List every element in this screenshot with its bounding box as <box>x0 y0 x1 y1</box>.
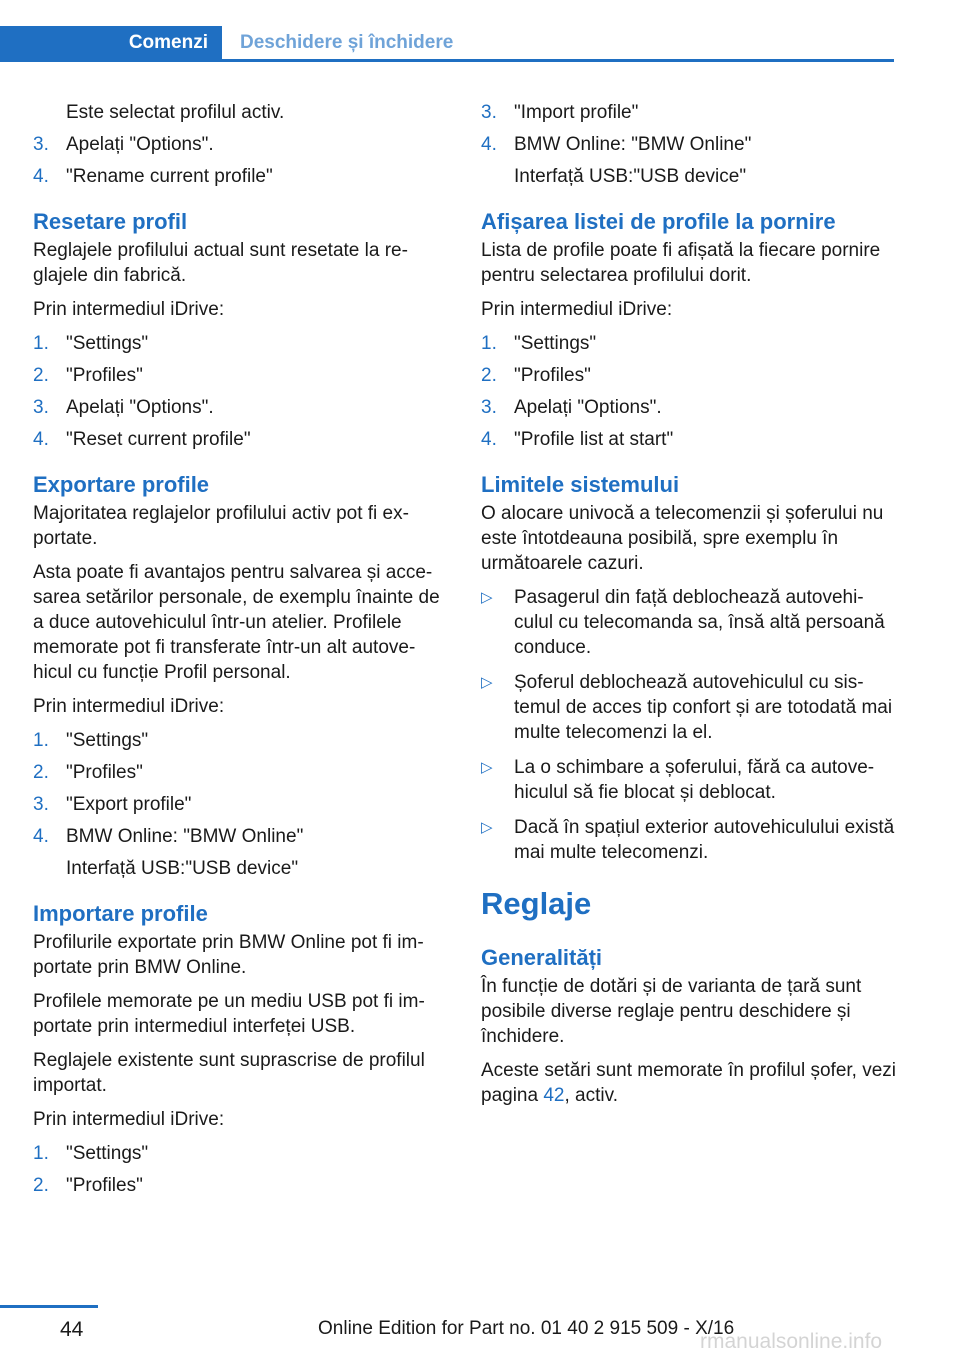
step-number: 3. <box>481 102 497 123</box>
step-number: 4. <box>33 166 49 187</box>
paragraph: Reglajele existente sunt suprascrise de profilul importat. <box>33 1050 425 1096</box>
list-item <box>33 427 451 452</box>
paragraph: Prin intermediul iDrive: <box>33 299 225 320</box>
paragraph <box>481 1058 899 1108</box>
list-item <box>33 1173 451 1198</box>
section-heading-general: Generalități <box>481 945 603 970</box>
list-item <box>481 132 899 157</box>
list-item <box>33 792 451 817</box>
bullet-text: La o schimbare a șoferului, fără ca autove‐ hiculul să fie blocat și deblocat. <box>514 757 875 803</box>
step-text: "Settings" <box>514 333 597 354</box>
chapter-heading-reglaje: Reglaje <box>481 886 592 921</box>
list-continuation: Este selectat profilul activ. <box>66 102 285 123</box>
step-text: "Rename current profile" <box>66 166 273 187</box>
paragraph: Lista de profile poate fi afișată la fiecare pornire pentru selectarea profilului dorit. <box>481 240 881 286</box>
paragraph: Prin intermediul iDrive: <box>33 1109 225 1130</box>
paragraph: Profilurile exportate prin BMW Online pot fi im‐ portate prin BMW Online. <box>33 932 424 978</box>
bullet-text: Șoferul deblochează autovehiculul cu sis‐ temul de acces tip confort și are totodată mai multe telecomenzi la el. <box>514 672 893 743</box>
step-number: 1. <box>481 333 497 354</box>
edition-text: Online Edition for Part no. 01 40 2 915 509 - X/16 <box>318 1318 735 1339</box>
triangle-bullet-icon: ▷ <box>481 589 493 606</box>
intro-steps-list <box>33 132 451 189</box>
step-number: 2. <box>481 365 497 386</box>
page-header <box>0 26 894 62</box>
list-item <box>33 132 451 157</box>
step-text: "Reset current profile" <box>66 429 251 450</box>
list-item <box>481 395 899 420</box>
list-item <box>481 585 899 660</box>
step-number: 1. <box>33 333 49 354</box>
step-text: "Profile list at start" <box>514 429 674 450</box>
text: , activ. <box>564 1085 618 1106</box>
paragraph: Profilele memorate pe un mediu USB pot fi im‐ portate prin intermediul interfeței USB. <box>33 991 425 1037</box>
step-number: 1. <box>33 1143 49 1164</box>
step-number: 3. <box>33 794 49 815</box>
paragraph: Prin intermediul iDrive: <box>481 299 673 320</box>
step-number: 3. <box>481 397 497 418</box>
limits-bullet-list <box>481 585 899 865</box>
list-item <box>481 100 899 125</box>
right-column <box>481 100 899 1117</box>
step-text: "Profiles" <box>66 762 143 783</box>
page-number: 44 <box>60 1318 84 1341</box>
list-item <box>481 331 899 356</box>
list-item <box>481 670 899 745</box>
step-text: Apelați "Options". <box>514 397 662 418</box>
watermark: rmanualsonline.info <box>700 1330 883 1353</box>
step-text: "Profiles" <box>66 1175 143 1196</box>
list-item <box>481 427 899 452</box>
section-heading-export: Exportare profile <box>33 472 210 497</box>
step-text: "Profiles" <box>514 365 591 386</box>
section-heading-limits: Limitele sistemului <box>481 472 680 497</box>
list-continuation: Interfață USB:"USB device" <box>514 166 747 187</box>
list-item <box>481 363 899 388</box>
step-text: "Settings" <box>66 730 149 751</box>
reset-steps-list <box>33 331 451 452</box>
step-number: 4. <box>33 826 49 847</box>
list-item <box>33 164 451 189</box>
triangle-bullet-icon: ▷ <box>481 819 493 836</box>
paragraph: Majoritatea reglajelor profilului activ pot fi ex‐ portate. <box>33 503 409 549</box>
step-text: "Export profile" <box>66 794 192 815</box>
list-item <box>33 728 451 753</box>
triangle-bullet-icon: ▷ <box>481 759 493 776</box>
step-number: 2. <box>33 1175 49 1196</box>
import-steps-list <box>33 1141 451 1198</box>
list-continuation: Interfață USB:"USB device" <box>66 858 299 879</box>
list-item <box>33 1141 451 1166</box>
import-steps-continued-list <box>481 100 899 157</box>
bullet-text: Dacă în spațiul exterior autovehiculului există mai multe telecomenzi. <box>514 817 895 863</box>
step-number: 1. <box>33 730 49 751</box>
step-text: Apelați "Options". <box>66 134 214 155</box>
list-item <box>33 363 451 388</box>
list-item <box>33 760 451 785</box>
header-rule <box>0 59 894 62</box>
step-number: 4. <box>481 429 497 450</box>
profile-list-steps <box>481 331 899 452</box>
page-link[interactable]: 42 <box>543 1085 565 1106</box>
triangle-bullet-icon: ▷ <box>481 674 493 691</box>
section-heading-reset: Resetare profil <box>33 209 188 234</box>
step-text: BMW Online: "BMW Online" <box>66 826 304 847</box>
left-column <box>33 100 451 1217</box>
list-item <box>33 395 451 420</box>
paragraph: Prin intermediul iDrive: <box>33 696 225 717</box>
export-steps-list <box>33 728 451 849</box>
bullet-text: Pasagerul din față deblochează autovehi‐ culul cu telecomanda sa, însă altă persoană conduce. <box>514 587 885 658</box>
step-text: "Settings" <box>66 333 149 354</box>
list-item <box>33 331 451 356</box>
step-text: "Import profile" <box>514 102 639 123</box>
step-number: 2. <box>33 365 49 386</box>
step-text: "Profiles" <box>66 365 143 386</box>
section-heading-profile-list: Afișarea listei de profile la pornire <box>481 209 836 234</box>
step-number: 4. <box>481 134 497 155</box>
step-text: "Settings" <box>66 1143 149 1164</box>
step-text: Apelați "Options". <box>66 397 214 418</box>
paragraph: În funcție de dotări și de varianta de țară sunt posibile diverse reglaje pentru deschidere și închidere. <box>481 976 862 1047</box>
step-text: BMW Online: "BMW Online" <box>514 134 752 155</box>
footer-rule <box>0 1305 98 1308</box>
section-heading-import: Importare profile <box>33 901 208 926</box>
tab-deschidere-inchidere[interactable]: Deschidere și închidere <box>240 32 454 53</box>
list-item <box>33 824 451 849</box>
step-number: 3. <box>33 134 49 155</box>
text: Aceste setări sunt memorate în profilul șofer, vezi pagina <box>481 1060 897 1106</box>
paragraph: Asta poate fi avantajos pentru salvarea și acce‐ sarea setărilor personale, de exemplu înainte de a duce autovehiculul într-un atelier. Profilele memorate pot fi transferate într-un alt autove‐ hicul cu funcție Profil personal. <box>33 562 440 683</box>
paragraph: Reglajele profilului actual sunt resetate la re‐ glajele din fabrică. <box>33 240 408 286</box>
list-item <box>481 815 899 865</box>
step-number: 2. <box>33 762 49 783</box>
step-number: 3. <box>33 397 49 418</box>
step-number: 4. <box>33 429 49 450</box>
paragraph: O alocare univocă a telecomenzii și șoferului nu este întotdeauna posibilă, spre exemplu în următoarele cazuri. <box>481 503 884 574</box>
list-item <box>481 755 899 805</box>
tab-comenzi[interactable]: Comenzi <box>0 26 222 60</box>
